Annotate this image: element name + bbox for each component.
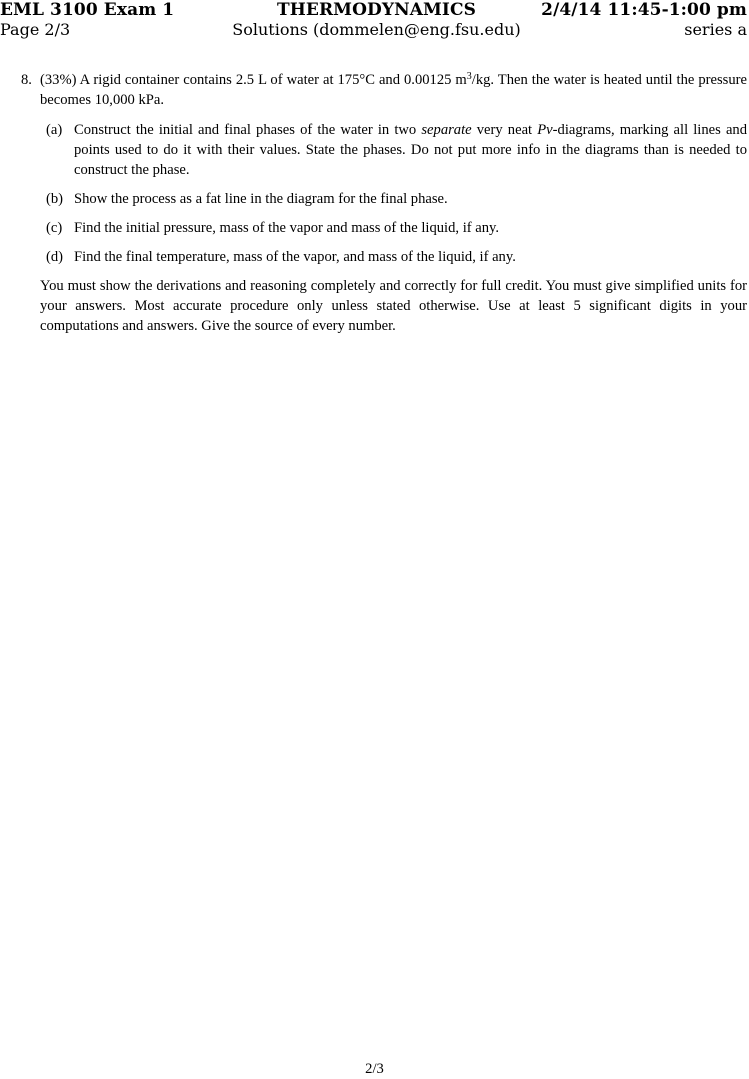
problem-text-part-2: /kg. Then the water is heated until the pressure becomes 10,000 kPa. [40, 72, 747, 108]
header-row-2 [0, 20, 749, 40]
problem-text-part-1: (33%) A rigid container contains 2.5 L of water at 175°C and 0.00125 m [40, 72, 467, 88]
part-a-italic-separate: separate [421, 122, 472, 138]
series-label: series a [684, 20, 747, 39]
part-a-text-2: very neat [471, 122, 538, 138]
part-a-label: (a) [46, 122, 63, 138]
part-c-label: (c) [46, 220, 63, 236]
part-a-text [74, 120, 747, 180]
subject-title: THERMODYNAMICS [276, 0, 476, 20]
part-a-text-3: -diagrams, marking all lines and points used to do it with their values. State the phases. Do not put more info in the diagrams than is needed to construct the phase. [74, 122, 748, 178]
part-d [40, 247, 747, 267]
superscript-3: 3 [466, 71, 472, 82]
part-d-label: (d) [46, 249, 64, 265]
exam-datetime: 2/4/14 11:45-1:00 pm [541, 0, 747, 20]
solutions-contact: Solutions (dommelen@eng.fsu.edu) [232, 20, 521, 39]
part-b-text: Show the process as a fat line in the diagram for the final phase. [74, 191, 448, 207]
problem-statement [40, 70, 747, 110]
exam-content [0, 70, 749, 336]
instructions: You must show the derivations and reasoning completely and correctly for full credit. You must give simplified units for your answers. Most accurate procedure only unless stated otherwise. Use at least 5 significant digits in your computations and answers. Give the source of every number. [40, 278, 747, 334]
part-a [40, 120, 747, 180]
part-b [40, 189, 747, 209]
problem [0, 70, 749, 110]
page-indicator: Page 2/3 [0, 20, 71, 39]
part-b-label: (b) [46, 191, 64, 207]
part-a-text-1: Construct the initial and final phases of the water in two [74, 122, 422, 138]
part-d-text: Find the final temperature, mass of the vapor, and mass of the liquid, if any. [74, 249, 516, 265]
header-row-1 [0, 0, 749, 20]
problem-number: 8. [21, 72, 32, 88]
course-title: EML 3100 Exam 1 [0, 0, 175, 20]
problem-parts [0, 120, 749, 267]
part-c-text: Find the initial pressure, mass of the vapor and mass of the liquid, if any. [74, 220, 500, 236]
footer-page-number: 2/3 [365, 1061, 384, 1077]
part-a-italic-pv: Pv [537, 122, 553, 138]
part-c [40, 218, 747, 238]
